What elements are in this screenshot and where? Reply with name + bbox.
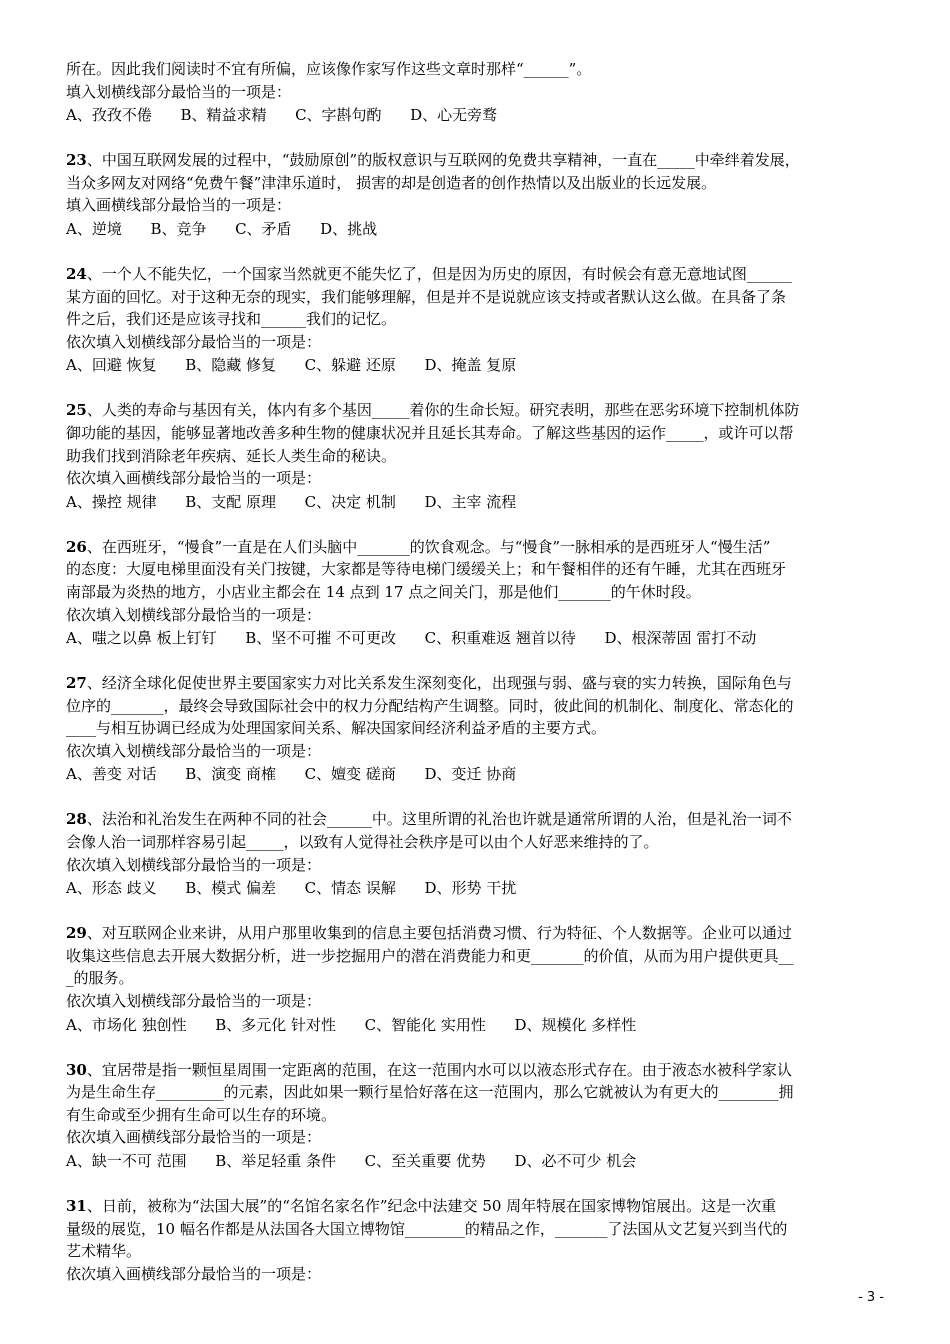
question-text: 为是生命生存_________的元素，因此如果一颗行星恰好落在这一范围内，那么它就被认为有更大的________拥	[66, 1083, 794, 1102]
question-line	[66, 467, 884, 490]
question-text: 会像人治一词那样容易引起_____，以致有人觉得社会秩序是可以由个人好恶来维持的了。	[66, 833, 659, 852]
question-text: 、对互联网企业来讲，从用户那里收集到的信息主要包括消费习惯、行为特征、个人数据等。企业可以通过	[86, 924, 792, 943]
question-text: 量级的展览，10 幅名作都是从法国各大国立博物馆________的精品之作，_______了法国从文艺复兴到当代的	[66, 1219, 788, 1238]
question-text: 件之后，我们还是应该寻找和______我们的记忆。	[66, 310, 397, 329]
question-block	[66, 808, 884, 900]
question-number: 26	[66, 537, 87, 556]
question-text: 依次填入画横线部分最恰当的一项是：	[66, 1264, 322, 1283]
question-block	[66, 536, 884, 650]
question-line	[66, 831, 884, 854]
answer-options: A、回避 恢复 B、隐藏 修复 C、躲避 还原 D、掩盖 复原	[66, 356, 517, 375]
question-text: 、人类的寿命与基因有关，体内有多个基因_____着你的生命长短。研究表明，那些在恶劣环境下控制机体防	[86, 401, 800, 420]
question-text: 、日前，被称为“法国大展”的“名馆名家名作”纪念中法建交 50 周年特展在国家博物馆展出。这是一次重	[86, 1197, 777, 1215]
question-line	[66, 1195, 884, 1218]
question-line	[66, 922, 884, 945]
question-text: 、中国互联网发展的过程中，“鼓励原创”的版权意识与互联网的免费共享精神，一直在_____中牵绊着发展，	[86, 151, 800, 170]
question-line	[66, 286, 884, 309]
answer-options: A、市场化 独创性 B、多元化 针对性 C、智能化 实用性 D、规模化 多样性	[66, 1015, 637, 1034]
question-number: 25	[66, 401, 87, 420]
question-text: 依次填入划横线部分最恰当的一项是：	[66, 332, 322, 351]
question-line	[66, 172, 884, 195]
question-block	[66, 399, 884, 513]
question-line	[66, 1059, 884, 1082]
question-text: 所在。因此我们阅读时不宜有所偏，应该像作家写作这些文章时那样“______”。	[66, 60, 592, 78]
question-line	[66, 740, 884, 763]
question-block	[66, 1195, 884, 1285]
question-line	[66, 58, 884, 81]
question-line	[66, 990, 884, 1013]
question-list	[66, 58, 884, 1285]
question-text: 、一个人不能失忆，一个国家当然就更不能失忆了，但是因为历史的原因，有时候会有意无意地试图______	[86, 264, 792, 283]
question-text: 御功能的基因，能够显著地改善多种生物的健康状况并且延长其寿命。了解这些基因的运作_____，或许可以帮	[66, 423, 794, 442]
question-text: 位序的_______，最终会导致国际社会中的权力分配结构产生调整。同时，彼此间的机制化、制度化、常态化的	[66, 696, 794, 715]
question-text: 助我们找到消除老年疾病、延长人类生命的秘诀。	[66, 446, 397, 465]
question-text: 有生命或至少拥有生命可以生存的环境。	[66, 1105, 337, 1124]
question-text: 的态度：大厦电梯里面没有关门按键，大家都是等待电梯门缓缓关上；和午餐相伴的还有午睡，尤其在西班牙	[66, 560, 787, 579]
question-text: _的服务。	[66, 969, 134, 988]
question-line	[66, 331, 884, 354]
question-line	[66, 558, 884, 581]
question-line	[66, 1218, 884, 1241]
question-number: 29	[66, 924, 87, 943]
question-text: 填入划横线部分最恰当的一项是：	[66, 82, 292, 101]
question-text: 依次填入划横线部分最恰当的一项是：	[66, 855, 322, 874]
question-text: 依次填入划横线部分最恰当的一项是：	[66, 741, 322, 760]
question-line	[66, 194, 884, 217]
answer-options: A、逆境 B、竞争 C、矛盾 D、挑战	[66, 219, 378, 238]
question-text: 依次填入画横线部分最恰当的一项是：	[66, 1128, 322, 1147]
question-line	[66, 1081, 884, 1104]
question-number: 31	[66, 1197, 87, 1215]
question-text: 填入画横线部分最恰当的一项是：	[66, 196, 292, 215]
question-block	[66, 922, 884, 1036]
question-line	[66, 945, 884, 968]
question-line	[66, 445, 884, 468]
answer-options: A、缺一不可 范围 B、举足轻重 条件 C、至关重要 优势 D、必不可少 机会	[66, 1152, 637, 1170]
question-line	[66, 695, 884, 718]
question-text: 收集这些信息去开展大数据分析，进一步挖掘用户的潜在消费能力和更_______的价值，从而为用户提供更具__	[66, 946, 794, 965]
question-block	[66, 58, 884, 127]
question-block	[66, 1059, 884, 1173]
question-text: 依次填入画横线部分最恰当的一项是：	[66, 469, 322, 488]
question-line	[66, 717, 884, 740]
question-line	[66, 422, 884, 445]
question-line	[66, 308, 884, 331]
question-text: 南部最为炎热的地方，小店业主都会在 14 点到 17 点之间关门，那是他们_______的午休时段。	[66, 582, 701, 601]
question-line	[66, 854, 884, 877]
question-text: 当众多网友对网络“免费午餐”津津乐道时， 损害的却是创造者的创作热情以及出版业的长远发展。	[66, 173, 717, 192]
question-line	[66, 604, 884, 627]
question-text: 依次填入划横线部分最恰当的一项是：	[66, 605, 322, 624]
answer-options: A、形态 歧义 B、模式 偏差 C、情态 误解 D、形势 干扰	[66, 879, 517, 898]
question-text: 、经济全球化促使世界主要国家实力对比关系发生深刻变化，出现强与弱、盛与衰的实力转换，国际角色与	[86, 674, 792, 693]
question-number: 27	[66, 674, 87, 693]
question-number: 24	[66, 264, 87, 283]
question-line	[66, 1126, 884, 1149]
answer-options: A、操控 规律 B、支配 原理 C、决定 机制 D、主宰 流程	[66, 492, 517, 511]
question-line	[66, 399, 884, 422]
question-text: 某方面的回忆。对于这种无奈的现实，我们能够理解，但是并不是说就应该支持或者默认这么做。在具备了条	[66, 287, 787, 306]
question-line	[66, 1104, 884, 1127]
answer-options: A、善变 对话 B、演变 商榷 C、嬗变 磋商 D、变迁 协商	[66, 765, 517, 784]
answer-options: A、嗤之以鼻 板上钉钉 B、坚不可摧 不可更改 C、积重难返 翘首以待 D、根深蒂固 雷打不动	[66, 629, 757, 648]
question-line	[66, 1263, 884, 1286]
question-line	[66, 808, 884, 831]
question-line	[66, 967, 884, 990]
question-text: 、在西班牙，“慢食”一直是在人们头脑中_______的饮食观念。与“慢食”一脉相承的是西班牙人“慢生活”	[86, 537, 771, 556]
question-line	[66, 149, 884, 172]
question-number: 28	[66, 810, 87, 829]
answer-options: A、孜孜不倦 B、精益求精 C、字斟句酌 D、心无旁骛	[66, 106, 498, 125]
question-text: 、法治和礼治发生在两种不同的社会______中。这里所谓的礼治也许就是通常所谓的人治，但是礼治一词不	[86, 810, 792, 829]
question-text: ____与相互协调已经成为处理国家间关系、解决国家间经济利益矛盾的主要方式。	[66, 719, 607, 738]
question-block	[66, 149, 884, 241]
question-number: 23	[66, 151, 87, 170]
question-line	[66, 536, 884, 559]
question-line	[66, 672, 884, 695]
question-line	[66, 263, 884, 286]
page-number: - 3 -	[858, 1290, 884, 1305]
question-text: 、宜居带是指一颗恒星周围一定距离的范围，在这一范围内水可以以液态形式存在。由于液态水被科学家认	[86, 1060, 792, 1079]
question-text: 艺术精华。	[66, 1242, 142, 1261]
question-number: 30	[66, 1060, 87, 1079]
question-block	[66, 672, 884, 786]
question-line	[66, 581, 884, 604]
question-line	[66, 81, 884, 104]
question-line	[66, 1240, 884, 1263]
question-block	[66, 263, 884, 377]
question-text: 依次填入划横线部分最恰当的一项是：	[66, 992, 322, 1011]
